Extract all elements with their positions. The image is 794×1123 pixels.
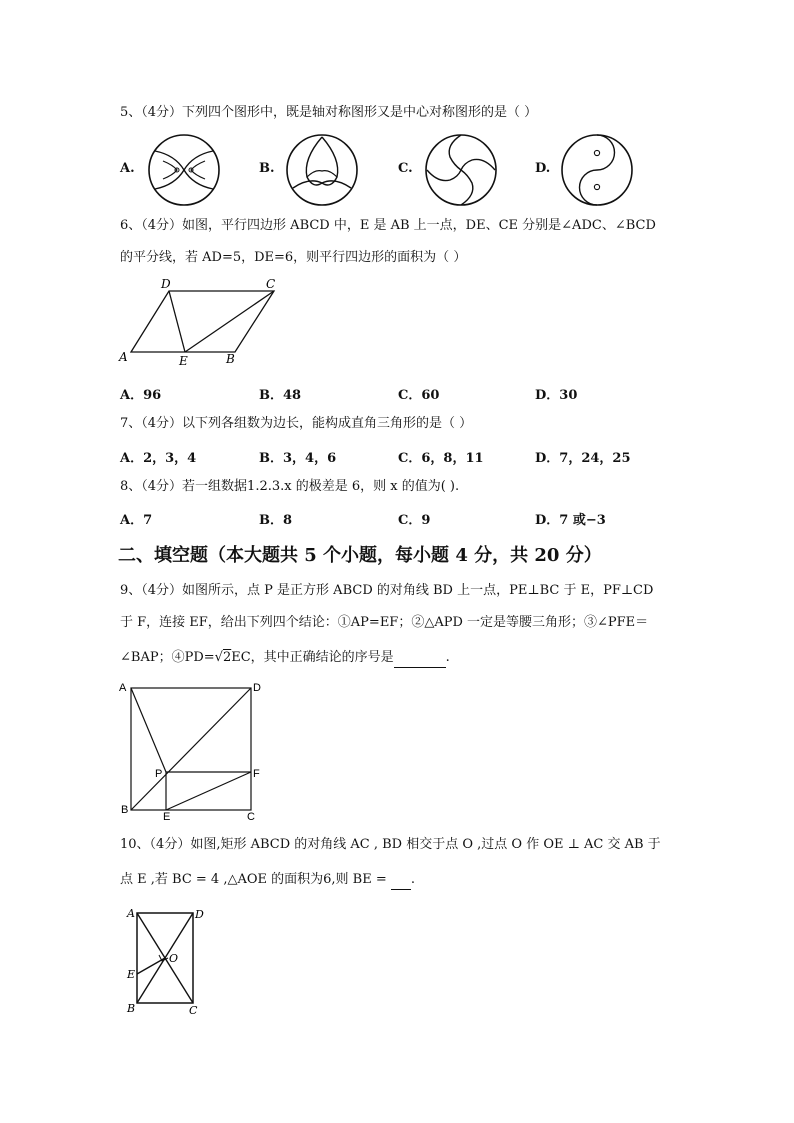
- q6-option-c: C．60: [398, 388, 440, 403]
- q9-line3: [120, 649, 450, 668]
- q5-figure-a: [147, 133, 222, 208]
- q10-rectangle-figure: [123, 906, 213, 1018]
- q8-stem: 8、（4分）若一组数据1.2.3.x 的极差是 6，则 x 的值为( ).: [120, 479, 460, 494]
- q6-label-b: B: [226, 352, 235, 366]
- q8-option-d: D．7 或−3: [535, 513, 606, 528]
- q9-sqrt-value: 2: [222, 650, 232, 665]
- q5-figure-c: [424, 133, 499, 208]
- q7-option-b: B．3，4，6: [259, 451, 337, 466]
- q6-stem-line1: 6、（4分）如图，平行四边形 ABCD 中，E 是 AB 上一点，DE、CE 分别是∠ADC、∠BCD: [120, 218, 656, 233]
- q9-sqrt-symbol: √: [214, 650, 223, 665]
- q5-stem: 5、（4分）下列四个图形中，既是轴对称图形又是中心对称图形的是（ ）: [120, 105, 538, 120]
- q7-option-a: A．2，3，4: [120, 451, 197, 466]
- q9-label-p: P: [155, 768, 163, 780]
- q9-line2: 于 F，连接 EF，给出下列四个结论：①AP=EF；②△APD 一定是等腰三角形；③∠PFE＝: [120, 615, 649, 630]
- q6-option-b: B．48: [259, 388, 302, 403]
- q6-label-e: E: [179, 354, 188, 368]
- q5-option-d: D.: [535, 161, 551, 176]
- q10-line2-end: .: [410, 872, 416, 887]
- q10-label-b: B: [127, 1002, 136, 1015]
- q7-stem: 7、（4分）以下列各组数为边长，能构成直角三角形的是（ ）: [120, 416, 473, 431]
- q6-stem-line2: 的平分线，若 AD=5，DE=6，则平行四边形的面积为（ ）: [120, 250, 467, 265]
- section-title-fill-in: 二、填空题（本大题共 5 个小题，每小题 4 分，共 20 分）: [118, 545, 602, 566]
- q10-line2: [120, 871, 415, 890]
- q10-label-o: O: [169, 952, 179, 965]
- q9-line3-end: .: [445, 650, 450, 665]
- q9-label-b: B: [121, 804, 129, 816]
- q9-line3-text-b: EC，其中正确结论的序号是: [231, 650, 394, 665]
- q5-figure-d: [560, 133, 635, 208]
- q10-line2-text: 点 E ,若 BC = 4 ,△AOE 的面积为6,则 BE =: [120, 872, 387, 887]
- q6-label-c: C: [266, 277, 276, 291]
- q10-label-e: E: [127, 968, 136, 981]
- q9-line1: 9、（4分）如图所示，点 P 是正方形 ABCD 的对角线 BD 上一点，PE⊥BC 于 E，PF⊥CD: [120, 583, 654, 598]
- q10-line1: 10、（4分）如图,矩形 ABCD 的对角线 AC , BD 相交于点 O ,过点 O 作 OE ⊥ AC 交 AB 于: [120, 837, 661, 852]
- q5-option-b: B.: [259, 161, 275, 176]
- q7-option-c: C．6，8，11: [398, 451, 484, 466]
- q9-label-e: E: [163, 811, 171, 823]
- q9-line3-text-a: ∠BAP；④PD=: [120, 650, 215, 665]
- q9-label-d: D: [253, 682, 261, 694]
- q9-label-c: C: [247, 811, 255, 823]
- q10-label-a: A: [127, 907, 135, 920]
- q9-square-figure: [117, 680, 267, 823]
- q7-option-d: D．7，24，25: [535, 451, 631, 466]
- q10-label-c: C: [189, 1004, 198, 1017]
- q9-label-a: A: [119, 682, 127, 694]
- q8-option-a: A．7: [120, 513, 153, 528]
- q5-option-c: C.: [398, 161, 413, 176]
- q9-label-f: F: [253, 768, 260, 780]
- q5-option-a: A.: [120, 161, 135, 176]
- q10-answer-blank[interactable]: [391, 871, 411, 890]
- q6-option-d: D．30: [535, 388, 578, 403]
- q8-option-c: C．9: [398, 513, 431, 528]
- q6-parallelogram-figure: [115, 276, 285, 371]
- q5-figure-b: [285, 133, 360, 208]
- q6-label-a: A: [119, 350, 128, 364]
- q10-label-d: D: [195, 908, 204, 921]
- q9-answer-blank[interactable]: [394, 649, 446, 668]
- q8-option-b: B．8: [259, 513, 293, 528]
- q6-label-d: D: [161, 277, 171, 291]
- q6-option-a: A．96: [120, 388, 162, 403]
